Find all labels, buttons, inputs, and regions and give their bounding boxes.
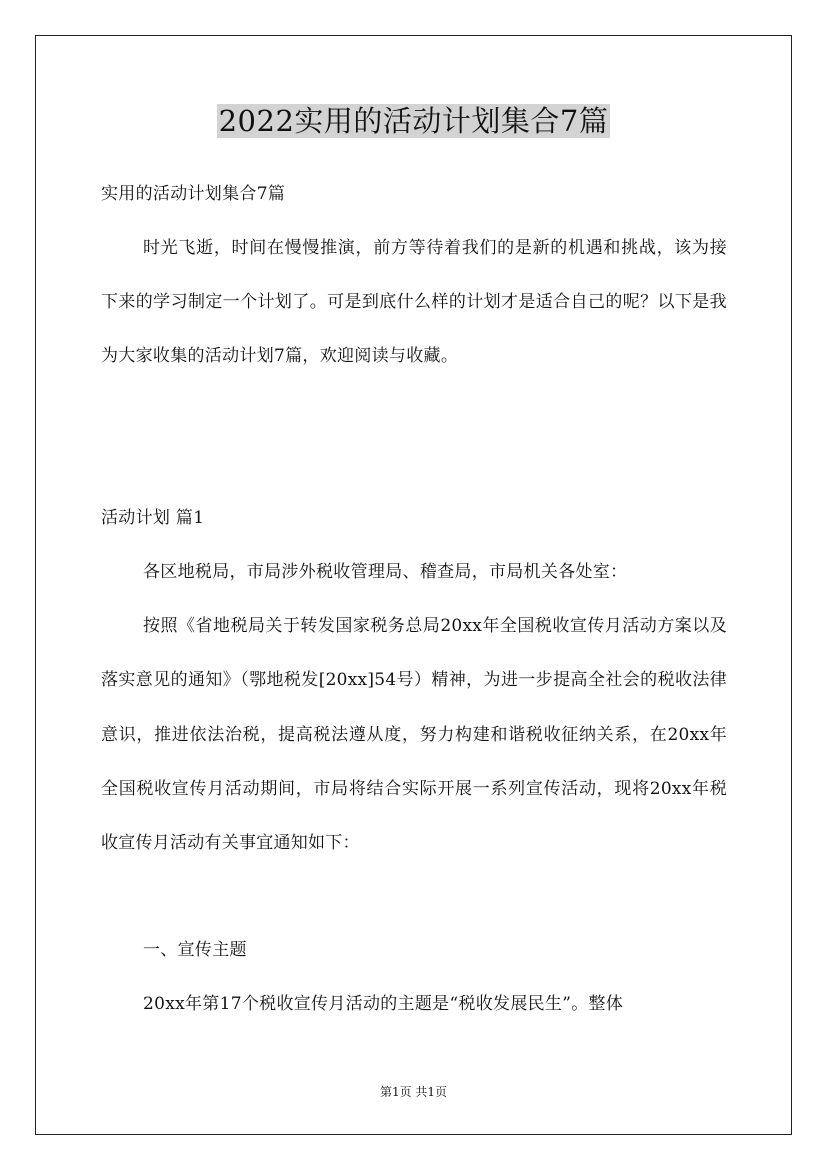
body-paragraph: 按照《省地税局关于转发国家税务总局20xx年全国税收宣传月活动方案以及落实意见的通知》（鄂地税发[20xx]54号）精神，为进一步提高全社会的税收法律意识，推进依法治税，提高税法遵从度，努力构建和谐税收征纳关系，在20xx年全国税收宣传月活动期间，市局将结合实际开展一系列宣传活动，现将20xx年税收宣传月活动有关事宜通知如下： xyxy=(101,616,727,854)
item-heading: 一、宣传主题 xyxy=(143,940,247,960)
page-footer: 第1页 共1页 xyxy=(379,1085,448,1099)
document-title-text: 2022实用的活动计划集合7篇 xyxy=(218,104,609,138)
section-heading: 活动计划 篇1 xyxy=(101,508,205,528)
document-title xyxy=(0,101,827,141)
intro-paragraph: 时光飞逝，时间在慢慢推演，前方等待着我们的是新的机遇和挑战，该为接下来的学习制定一个计划了。可是到底什么样的计划才是适合自己的呢？以下是我为大家收集的活动计划7篇，欢迎阅读与收藏。 xyxy=(101,238,727,366)
addressees-line: 各区地税局，市局涉外税收管理局、稽查局，市局机关各处室： xyxy=(143,562,628,582)
document-subtitle: 实用的活动计划集合7篇 xyxy=(101,184,286,204)
item-paragraph: 20xx年第17个税收宣传月活动的主题是“税收发展民生”。整体 xyxy=(143,994,624,1014)
